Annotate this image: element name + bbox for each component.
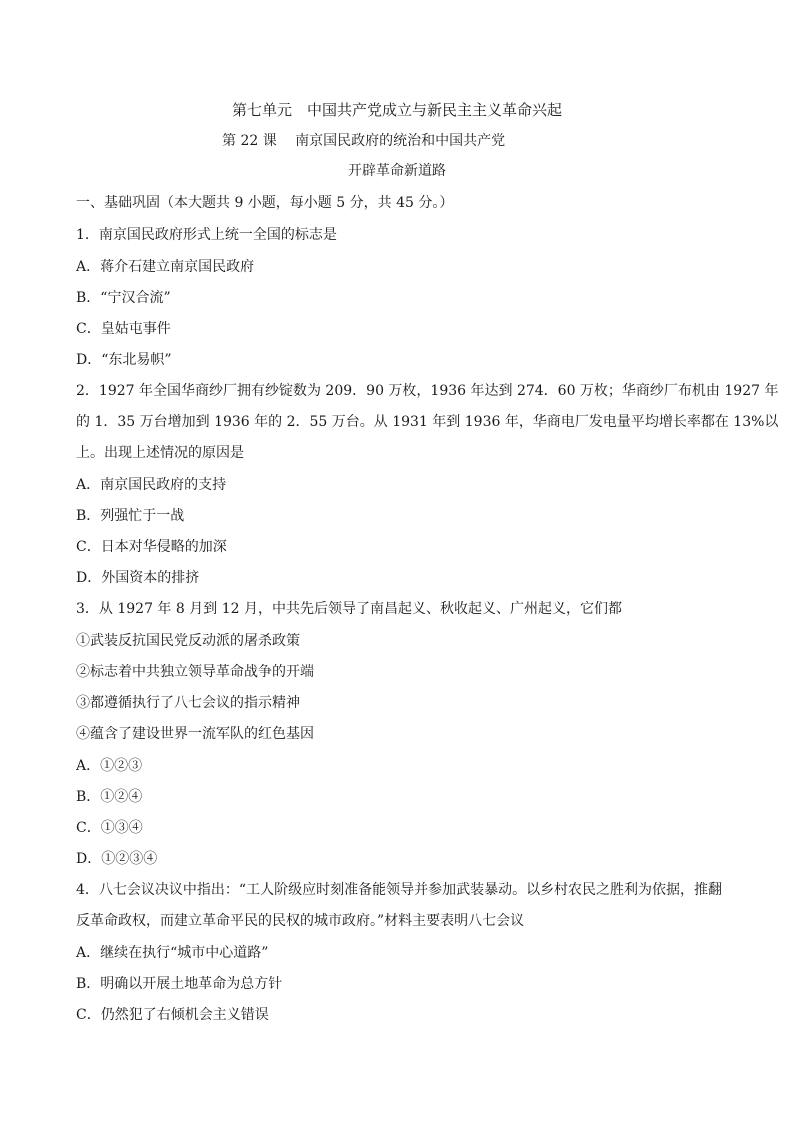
question-2-option-b: B．列强忙于一战 <box>76 508 185 524</box>
question-4-option-a: A．继续在执行“城市中心道路” <box>76 945 269 961</box>
question-3-stem-line-1: 3．从 1927 年 8 月到 12 月，中共先后领导了南昌起义、秋收起义、广州起义，它们都 <box>76 601 622 617</box>
question-1-option-d: D．“东北易帜” <box>76 352 172 368</box>
question-1-option-a: A．蒋介石建立南京国民政府 <box>76 259 255 275</box>
question-2-stem-line-2: 的 1．35 万台增加到 1936 年的 2．55 万台。从 1931 年到 1936 年，华商电厂发电量平均增长率都在 13%以 <box>76 414 779 430</box>
question-2-stem-line-3: 上。出现上述情况的原因是 <box>76 445 244 461</box>
unit-title: 第七单元 中国共产党成立与新民主主义革命兴起 <box>231 101 562 119</box>
question-4-option-c: C．仍然犯了右倾机会主义错误 <box>76 1007 269 1023</box>
question-3-option-a: A．①②③ <box>76 758 143 774</box>
question-3-statement-2: ②标志着中共独立领导革命战争的开端 <box>76 664 314 680</box>
question-3-statement-3: ③都遵循执行了八七会议的指示精神 <box>76 695 300 711</box>
question-1-option-c: C．皇姑屯事件 <box>76 321 171 337</box>
question-3-option-b: B．①②④ <box>76 789 143 805</box>
question-4-option-b: B．明确以开展土地革命为总方针 <box>76 976 283 992</box>
lesson-title-line-1: 第 22 课 南京国民政府的统治和中国共产党 <box>222 133 506 149</box>
question-3-option-d: D．①②③④ <box>76 851 158 867</box>
question-2-option-c: C．日本对华侵略的加深 <box>76 539 227 555</box>
question-2-option-a: A．南京国民政府的支持 <box>76 477 227 493</box>
question-2-option-d: D．外国资本的排挤 <box>76 570 200 586</box>
question-1-stem: 1．南京国民政府形式上统一全国的标志是 <box>76 227 337 243</box>
question-3-statement-4: ④蕴含了建设世界一流军队的红色基因 <box>76 726 314 742</box>
question-4-stem-line-1: 4．八七会议决议中指出：“工人阶级应时刻准备能领导并参加武装暴动。以乡村农民之胜利为依据，推翻 <box>76 882 723 898</box>
question-3-option-c: C．①③④ <box>76 820 143 836</box>
section-heading: 一、基础巩固（本大题共 9 小题，每小题 5 分，共 45 分。） <box>76 195 454 211</box>
question-1-option-b: B．“宁汉合流” <box>76 290 171 306</box>
question-2-stem-line-1: 2．1927 年全国华商纱厂拥有纱锭数为 209．90 万枚，1936 年达到 274．60 万枚；华商纱厂布机由 1927 年 <box>76 383 779 399</box>
lesson-title-line-2: 开辟革命新道路 <box>348 163 446 179</box>
question-3-statement-1: ①武装反抗国民党反动派的屠杀政策 <box>76 633 300 649</box>
question-4-stem-line-2: 反革命政权，而建立革命平民的民权的城市政府。”材料主要表明八七会议 <box>76 913 525 929</box>
